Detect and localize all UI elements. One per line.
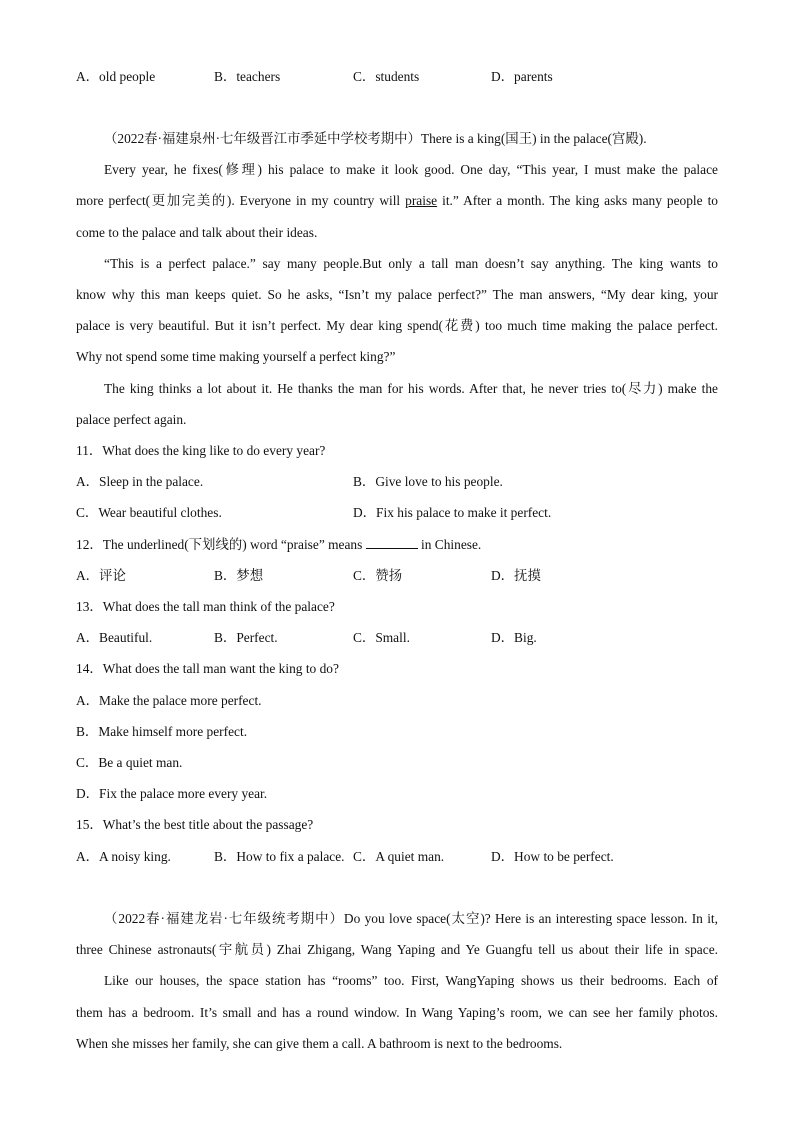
q15-option-b[interactable]: B．How to fix a palace.	[214, 849, 345, 864]
underlined-word-praise: praise	[405, 193, 438, 208]
passage3-line3: Like our houses, the space station has “rooms” too. First, WangYaping shows us their bedrooms. Each of	[104, 973, 718, 988]
passage3-line5: When she misses her family, she can give them a call. A bathroom is next to the bedrooms.	[76, 1036, 563, 1051]
q15-option-d[interactable]: D．How to be perfect.	[491, 849, 614, 864]
q15-option-c[interactable]: C．A quiet man.	[353, 849, 445, 864]
passage2-para2-line3: palace is very beautiful. But it isn’t perfect. My dear king spend(花费) too much time making the palace perfect.	[76, 318, 718, 333]
q14-stem: 14．What does the tall man want the king to do?	[76, 661, 339, 676]
q13-option-b[interactable]: B．Perfect.	[214, 630, 278, 645]
q10-option-a[interactable]: A．old people	[76, 69, 156, 84]
q11-option-d[interactable]: D．Fix his palace to make it perfect.	[353, 505, 552, 520]
q11-stem: 11．What does the king like to do every year?	[76, 443, 326, 458]
passage2-para3-line1: The king thinks a lot about it. He thanks the man for his words. After that, he never tries to(尽力) make the	[104, 381, 718, 396]
answer-blank	[366, 536, 418, 549]
q13-stem: 13．What does the tall man think of the palace?	[76, 599, 335, 614]
q12-stem: 12．The underlined(下划线的) word “praise” means in Chinese.	[76, 537, 482, 552]
q12-option-b[interactable]: B．梦想	[214, 568, 264, 583]
q14-option-a[interactable]: A．Make the palace more perfect.	[76, 693, 262, 708]
passage3-line2: three Chinese astronauts(宇航员) Zhai Zhigang, Wang Yaping and Ye Guangfu tell us about their life in space.	[76, 942, 718, 957]
passage2-para1-line1: Every year, he fixes(修理) his palace to make it look good. One day, “This year, I must make the palace	[104, 162, 718, 177]
passage2-source-line: （2022春·福建泉州·七年级晋江市季延中学校考期中）There is a king(国王) in the palace(宫殿).	[104, 131, 647, 146]
q11-option-b[interactable]: B．Give love to his people.	[353, 474, 503, 489]
passage3-line4: them has a bedroom. It’s small and has a round window. In Wang Yaping’s room, we can see her family photos.	[76, 1005, 718, 1020]
q11-option-a[interactable]: A．Sleep in the palace.	[76, 474, 204, 489]
passage2-para3-line2: palace perfect again.	[76, 412, 187, 427]
q12-option-a[interactable]: A．评论	[76, 568, 126, 583]
q14-option-c[interactable]: C．Be a quiet man.	[76, 755, 183, 770]
q13-option-c[interactable]: C．Small.	[353, 630, 410, 645]
q10-option-d[interactable]: D．parents	[491, 69, 553, 84]
q13-option-d[interactable]: D．Big.	[491, 630, 537, 645]
q12-option-d[interactable]: D．抚摸	[491, 568, 541, 583]
passage2-para2-line2: know why this man keeps quiet. So he asks, “Isn’t my palace perfect?” The man answers, “My dear king, your	[76, 287, 718, 302]
q15-option-a[interactable]: A．A noisy king.	[76, 849, 171, 864]
q15-stem: 15．What’s the best title about the passage?	[76, 817, 314, 832]
passage2-para1-line2: more perfect(更加完美的). Everyone in my country will praise it.” After a month. The king asks many people to	[76, 193, 718, 208]
q10-option-b[interactable]: B．teachers	[214, 69, 281, 84]
q11-option-c[interactable]: C．Wear beautiful clothes.	[76, 505, 222, 520]
q12-option-c[interactable]: C．赞扬	[353, 568, 403, 583]
q13-option-a[interactable]: A．Beautiful.	[76, 630, 153, 645]
q10-option-c[interactable]: C．students	[353, 69, 420, 84]
q14-option-d[interactable]: D．Fix the palace more every year.	[76, 786, 268, 801]
passage2-para2-line1: “This is a perfect palace.” say many people.But only a tall man doesn’t say anything. The king wants to	[104, 256, 718, 271]
passage2-para1-line3: come to the palace and talk about their ideas.	[76, 225, 318, 240]
q14-option-b[interactable]: B．Make himself more perfect.	[76, 724, 248, 739]
passage2-para2-line4: Why not spend some time making yourself a perfect king?”	[76, 349, 396, 364]
passage3-line1: （2022春·福建龙岩·七年级统考期中）Do you love space(太空)? Here is an interesting space lesson. In it,	[104, 911, 718, 926]
